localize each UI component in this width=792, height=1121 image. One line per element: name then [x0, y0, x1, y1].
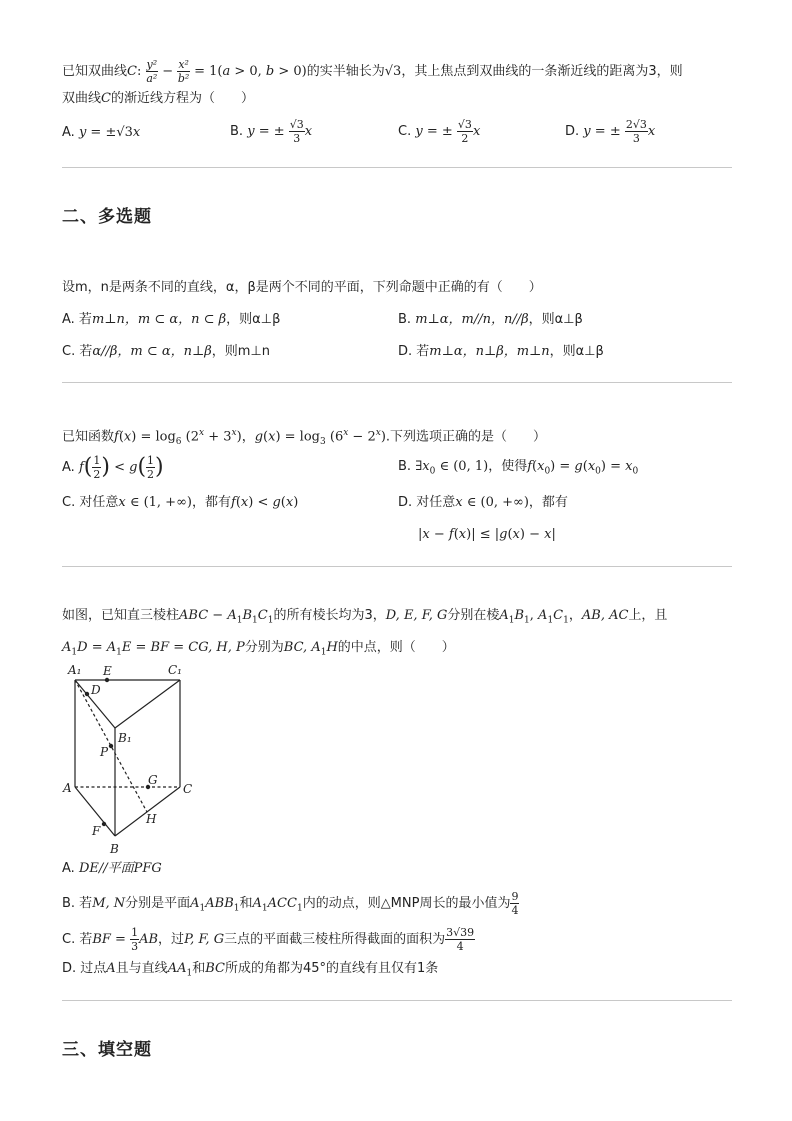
divider	[62, 382, 732, 383]
label-a: A	[63, 781, 72, 795]
label-b1: B₁	[118, 731, 132, 745]
q4-option-c[interactable]: C. 若BF = $\frac{1}{3}$ AB，过P, F, G三点的平面截三棱柱所得截面的面积为 $\frac{3√39}{4}$	[62, 926, 475, 953]
section-heading: 二、多选题	[62, 207, 152, 227]
divider	[62, 1000, 732, 1001]
q1-stem-line2: 双曲线C的渐近线方程为（ ）	[62, 91, 254, 106]
q3-stem: 已知函数$f(x) = \log_6 (2^x + 3^x)$，$g(x) = \log_3 (6^x - 2^x)$.下列选项正确的是（ ）	[62, 428, 547, 447]
point-f	[102, 822, 106, 826]
q1-stem-line1: 已知双曲线C: $\frac{\text{y²}}{\text{a²}}$ − $\frac{\text{x²}}{\text{b²}}$ = 1(a > 0, b > 0)的实半轴长为√3，其上焦点到双曲线的一条渐近线的距离为3，则	[62, 58, 683, 85]
q3-option-b[interactable]: B. $\exists x_0$ ∈ (0, 1)，使得$f(x_0) = g(x_0) = x_0$	[398, 459, 639, 477]
label-d: D	[91, 683, 101, 697]
q2-stem: 设m，n是两条不同的直线，α，β是两个不同的平面，下列命题中正确的有（ ）	[62, 280, 542, 295]
edge-b1c1	[115, 680, 180, 728]
q1-option-a[interactable]: A. y = ±√3x	[62, 125, 141, 140]
q1-option-c[interactable]: C. y = ± $\frac{√3}{2}$ x	[398, 118, 481, 145]
q2-option-d[interactable]: D. 若m⊥α，n⊥β，m⊥n，则α⊥β	[398, 344, 604, 359]
label-c1: C₁	[168, 663, 182, 677]
q1-option-d[interactable]: D. y = ± $\frac{2√3}{3}$ x	[565, 118, 656, 145]
divider	[62, 167, 732, 168]
label-g: G	[148, 773, 158, 787]
label-b: B	[110, 842, 119, 856]
q2-option-b[interactable]: B. m⊥α，m//n，n//β，则α⊥β	[398, 312, 583, 327]
q2-option-c[interactable]: C. 若α//β，m ⊂ α，n⊥β，则m⊥n	[62, 344, 271, 359]
divider	[62, 566, 732, 567]
q3-option-d-formula: |x − f(x)| ≤ |g(x) − x|	[418, 527, 556, 542]
point-e	[105, 678, 109, 682]
section-heading: 三、填空题	[62, 1040, 152, 1060]
q3-option-d[interactable]: D. 对任意x ∈ (0, +∞)，都有	[398, 495, 568, 510]
label-h: H	[146, 812, 157, 826]
point-d	[85, 692, 89, 696]
q3-option-c[interactable]: C. 对任意x ∈ (1, +∞)，都有f(x) < g(x)	[62, 495, 299, 510]
q4-option-d[interactable]: D. 过点A且与直线$AA_1$和BC所成的角都为45°的直线有且仅有1条	[62, 961, 439, 979]
label-p: P	[100, 745, 109, 759]
label-c: C	[183, 782, 193, 796]
q4-option-b[interactable]: B. 若M, N分别是平面$A_1ABB_1$和$A_1ACC_1$内的动点，则△MNP周长的最小值为 $\frac{9}{4}$	[62, 890, 519, 917]
q4-stem-line2: $A_1D = A_1E$ = BF = CG, H, P分别为BC, $A_1H$的中点，则（ ）	[62, 640, 455, 658]
q4-option-a[interactable]: A. DE//平面PFG	[62, 861, 162, 876]
point-p	[109, 744, 113, 748]
q3-option-a[interactable]: A. f( $\frac{1}{2}$ ) < g( $\frac{1}{2}$ )	[62, 454, 164, 481]
q2-option-a[interactable]: A. 若m⊥n，m ⊂ α，n ⊂ β，则α⊥β	[62, 312, 281, 327]
label-e: E	[103, 664, 112, 678]
q1-option-b[interactable]: B. y = ± $\frac{√3}{3}$ x	[230, 118, 313, 145]
q4-stem-line1: 如图，已知直三棱柱ABC − $A_1B_1C_1$的所有棱长均为3，D, E, F, G分别在棱$A_1B_1$, $A_1C_1$，AB, AC上，且	[62, 608, 668, 626]
label-a1: A₁	[68, 663, 82, 677]
label-f: F	[92, 824, 101, 838]
prism-figure	[62, 660, 202, 856]
